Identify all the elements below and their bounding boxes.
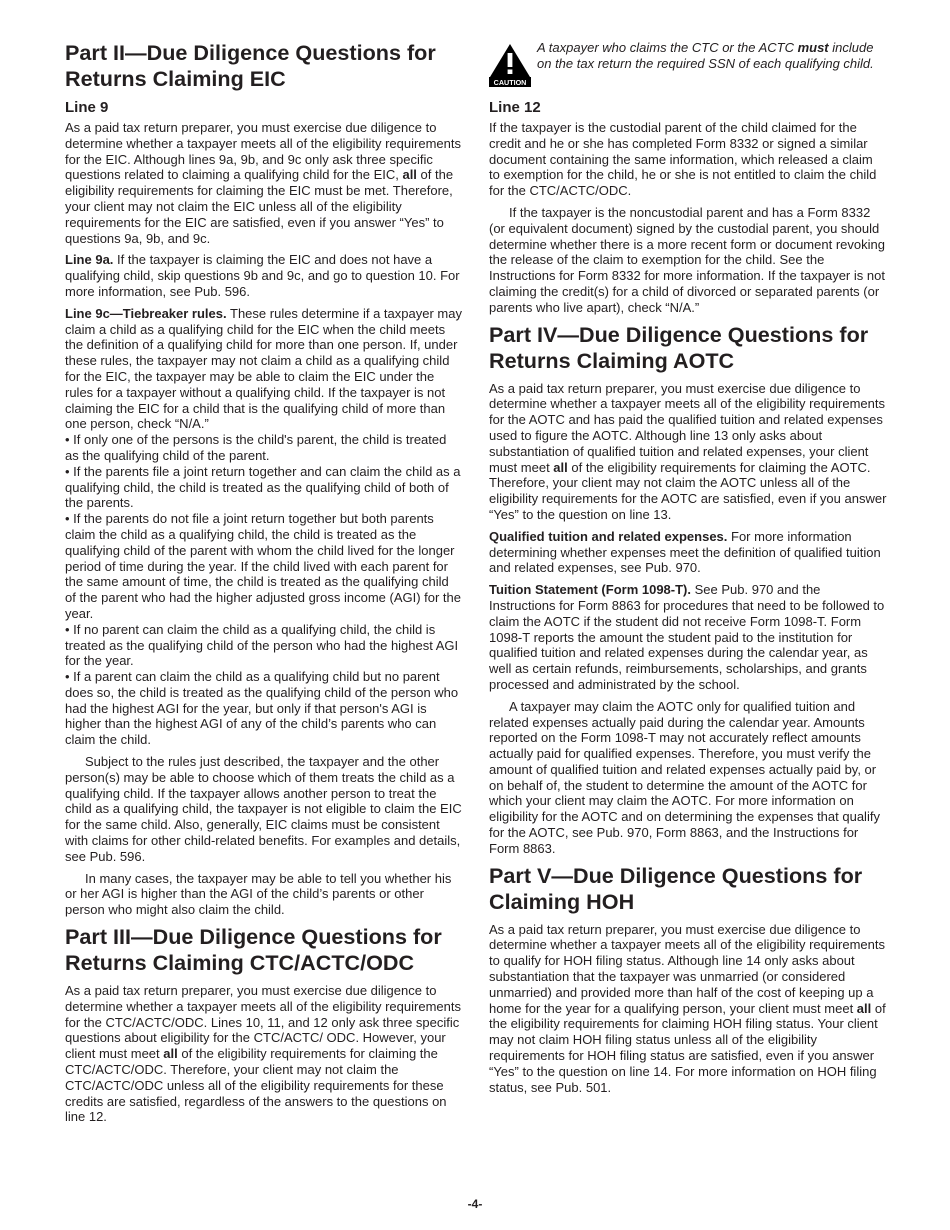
- line9-heading: Line 9: [65, 99, 109, 116]
- part5-paragraph: As a paid tax return preparer, you must exercise due diligence to determine whether a taxpayer meets all of the eligibility requirements to qualify for HOH filing status. Although line 14 only asks about substantiation that the taxpayer was unmarried (or considered unmarried) and provided more than half of the cost of keeping up a home for the year for a qualifying person, your client must meet all of the eligibility requirements for claiming HOH filing status. Your client may not claim HOH filing status unless all of the eligibility requirements for HOH filing status are satisfied, even if you answer “Yes” to the question on line 14. For more information on HOH filing status, see Pub. 501.: [489, 921, 886, 1095]
- right-column: [489, 40, 887, 1101]
- qualified-tuition-paragraph: Qualified tuition and related expenses. For more information determining whether expenses meet the definition of qualified tuition and related expenses, see Pub. 970.: [489, 528, 881, 576]
- part5-heading: Part V—Due Diligence Questions for Claiming HOH: [489, 862, 863, 914]
- left-column: [65, 40, 463, 1131]
- svg-text:CAUTION: CAUTION: [493, 77, 527, 87]
- caution-box: [489, 40, 887, 87]
- part2-heading: Part II—Due Diligence Questions for Returns Claiming EIC: [65, 40, 436, 91]
- many-cases-paragraph: In many cases, the taxpayer may be able to tell you whether his or her AGI is higher than the AGI of the child’s parents or other person who might also claim the child.: [65, 870, 452, 918]
- caution-icon: [489, 43, 531, 87]
- caution-text: A taxpayer who claims the CTC or the ACTC must include on the tax return the required SSN of each qualifying child.: [537, 40, 874, 71]
- aotc-paid-paragraph: A taxpayer may claim the AOTC only for qualified tuition and related expenses actually paid during the calendar year. Amounts reported on the Form 1098-T may not accurately reflect amounts actually paid for qualified expenses. Therefore, you must verify the amount of qualified tuition and related expenses actually paid by, or on behalf of, the student to determine the amount of the AOTC for which your client may claim the AOTC. For more information on eligibility for the AOTC and on determining the expenses that qualify for the AOTC, see Pub. 970, Form 8863, and the Instructions for Form 8863.: [489, 698, 880, 856]
- line9c-label: Line 9c—Tiebreaker rules.: [65, 305, 227, 321]
- subject-paragraph: Subject to the rules just described, the taxpayer and the other person(s) may be able to choose which of them treats the child as a qualifying child. If the taxpayer allows another person to treat the child as a qualifying child, the taxpayer is not eligible to claim the EIC for the same child. Also, generally, EIC claims must be consistent with claims for other child-related benefits. For examples and details, see Pub. 596.: [65, 754, 462, 864]
- line12-heading: Line 12: [489, 99, 541, 116]
- bullet-item: • If a parent can claim the child as a qualifying child but no parent does so, the child is treated as the qualifying child of the person who had the highest AGI for the year, but only if that person's AGI is higher than the highest AGI of any of the child’s parents who can claim the child.: [65, 669, 459, 748]
- page-number: -4-: [467, 1197, 483, 1211]
- qualified-tuition-label: Qualified tuition and related expenses.: [489, 528, 728, 544]
- tuition-statement-paragraph: Tuition Statement (Form 1098-T). See Pub. 970 and the Instructions for Form 8863 for procedures that need to be followed to claim the AOTC if the student did not receive Form 1098-T. Form 1098-T reports the amount the student paid to the institution for qualified tuition and related expenses during the calendar year, as well as certain refunds, reimbursements, scholarships, and grants processed and administrated by the school.: [489, 582, 885, 692]
- line12-paragraph: If the taxpayer is the custodial parent of the child claimed for the credit and he or she has completed Form 8332 or signed a similar document containing the same information, which released a claim to exemption for the child, he or she is not entitled to claim the child for the CTC/ACTC/ODC.: [489, 120, 877, 199]
- line9a-paragraph: Line 9a. If the taxpayer is claiming the EIC and does not have a qualifying child, skip questions 9b and 9c, and go to question 10. For more information, see Pub. 596.: [65, 252, 460, 299]
- line9a-label: Line 9a.: [65, 252, 114, 268]
- bullet-item: • If only one of the persons is the child's parent, the child is treated as the qualifying child of the parent.: [65, 432, 447, 463]
- tuition-statement-label: Tuition Statement (Form 1098-T).: [489, 582, 691, 598]
- bullet-item: • If no parent can claim the child as a qualifying child, the child is treated as the qualifying child of the person who had the highest AGI for the year.: [65, 621, 459, 669]
- part3-paragraph: As a paid tax return preparer, you must exercise due diligence to determine whether a taxpayer meets all of the eligibility requirements for the CTC/ACTC/ODC. Lines 10, 11, and 12 only ask three specific questions about eligibility for the CTC/ACTC/ ODC. However, your client must meet all of the eligibility requirements for claiming the CTC/ACTC/ODC. Therefore, your client may not claim the CTC/ACTC/ODC unless all of the eligibility requirements for these credits are satisfied, regardless of the answers to the questions on line 12.: [65, 983, 461, 1125]
- line9-paragraph: As a paid tax return preparer, you must exercise due diligence to determine whether a taxpayer meets all of the eligibility requirements for the EIC. Although lines 9a, 9b, and 9c only ask three specific questions related to claiming a qualifying child for the EIC, all of the eligibility requirements for claiming the EIC must be met. Therefore, your client may not claim the EIC unless all of the eligibility requirements for the EIC are satisfied, even if you answer “Yes” to questions 9a, 9b, and 9c.: [65, 120, 461, 246]
- part3-heading: Part III—Due Diligence Questions for Returns Claiming CTC/ACTC/ODC: [65, 924, 442, 976]
- part4-heading: Part IV—Due Diligence Questions for Returns Claiming AOTC: [489, 321, 869, 373]
- part4-paragraph: As a paid tax return preparer, you must exercise due diligence to determine whether a taxpayer meets all of the eligibility requirements for the AOTC and has paid the qualified tuition and related expenses used to figure the AOTC. Although line 13 only asks about substantiation of qualified tuition and related expenses, your client must meet all of the eligibility requirements for claiming the AOTC. Therefore, your client may not claim the AOTC unless all of the eligibility requirements for the AOTC are satisfied, even if you answer “Yes” to the question on line 13.: [489, 380, 887, 522]
- bullet-item: • If the parents file a joint return together and can claim the child as a qualifying child, the child is treated as the qualifying child of both of the parents.: [65, 463, 461, 511]
- line12-noncustodial-paragraph: If the taxpayer is the noncustodial parent and has a Form 8332 (or equivalent document) signed by the custodial parent, you should determine whether there is a more recent form or document revoking the release of the claim to exemption for the child. See the Instructions for Form 8332 for more information. If the taxpayer is not claiming the credit(s) for a child of divorced or separated parents (or parents who live apart), check “N/A.”: [489, 204, 885, 315]
- bullet-item: • If the parents do not file a joint return together but both parents claim the child as a qualifying child, the child is treated as the qualifying child of the parent with whom the child lived for the longer period of time during the year. If the child lived with each parent for the same amount of time, the child is treated as the qualifying child of the parent who had the higher adjusted gross income (AGI) for the year.: [65, 511, 462, 621]
- line9c-paragraph: Line 9c—Tiebreaker rules. These rules determine if a taxpayer may claim a child as a qualifying child for the EIC when the child meets the definition of a qualifying child for more than one person. If, under these rules, the taxpayer may not claim a child as a qualifying child for the EIC, the taxpayer may be able to claim the EIC under the rules for a taxpayer without a qualifying child. If the taxpayer is not claiming the EIC for a child that is the qualifying child of more than one person, check “N/A.”: [65, 305, 462, 432]
